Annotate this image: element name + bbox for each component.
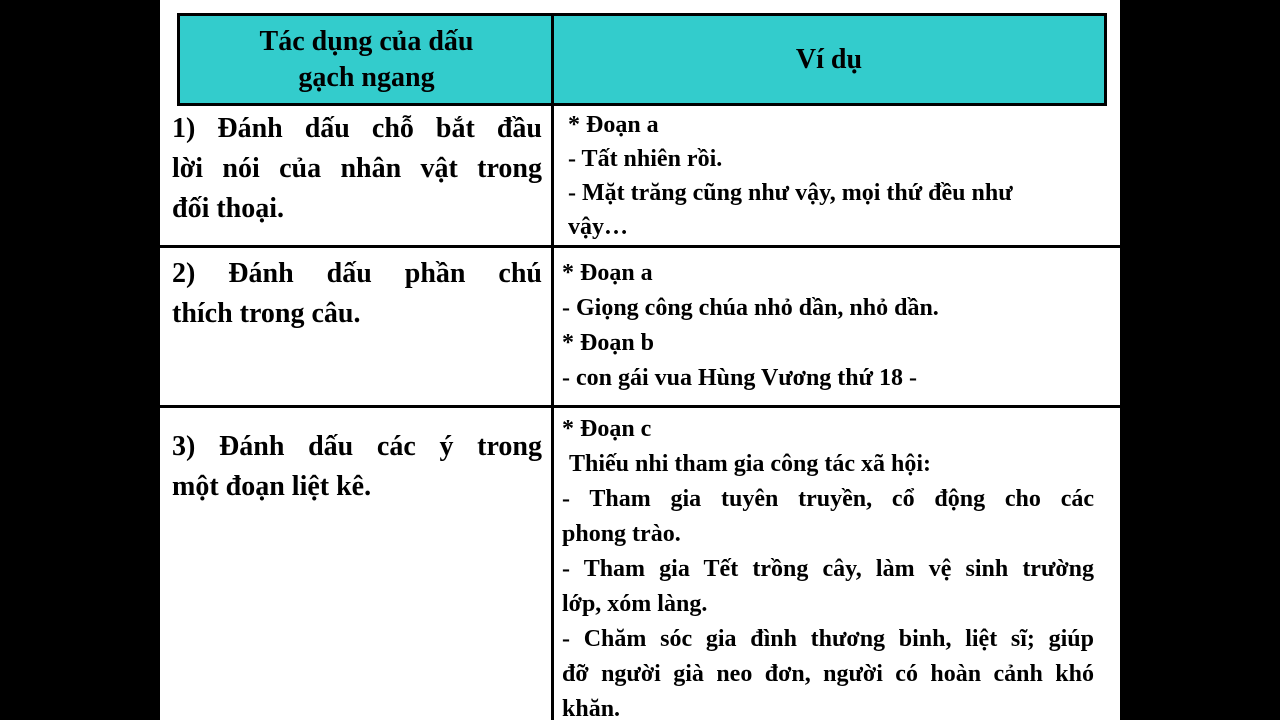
header-cell-example xyxy=(551,13,1107,106)
row-1-example-line-2: - Tất nhiên rồi. xyxy=(568,146,723,172)
row-3-usage-line-2: một đoạn liệt kê. xyxy=(172,471,372,502)
row-2-example-line-4: - con gái vua Hùng Vương thứ 18 - xyxy=(562,365,918,391)
row-2-usage-line-2: thích trong câu. xyxy=(172,298,361,329)
row-1-example-line-1: * Đoạn a xyxy=(568,112,659,138)
row-3-example-line-1: * Đoạn c xyxy=(562,416,652,442)
row-divider-2 xyxy=(160,405,1120,408)
slide xyxy=(160,0,1120,720)
row-2-usage xyxy=(172,254,542,334)
row-2-example xyxy=(562,256,1094,396)
row-3-example-line-9: khăn. xyxy=(562,696,621,720)
row-2-example-line-2: - Giọng công chúa nhỏ dần, nhỏ dần. xyxy=(562,295,939,321)
row-1-usage-line-1: 1) Đánh dấu chỗ bắt đầu xyxy=(172,113,542,144)
row-3-example-line-8: đỡ người già neo đơn, người có hoàn cảnh khó xyxy=(562,661,1094,687)
row-3-example-line-5: - Tham gia Tết trồng cây, làm vệ sinh trường xyxy=(562,556,1094,582)
row-3-example xyxy=(562,412,1094,720)
row-3-example-line-4: phong trào. xyxy=(562,521,681,547)
row-3-example-line-6: lớp, xóm làng. xyxy=(562,591,708,617)
row-1-usage-line-2: lời nói của nhân vật trong xyxy=(172,153,542,184)
row-3-example-line-7: - Chăm sóc gia đình thương binh, liệt sĩ; giúp xyxy=(562,626,1094,652)
header-example-label: Ví dụ xyxy=(795,43,863,75)
header-usage-line-1: Tác dụng của dấu xyxy=(259,25,474,57)
row-3-usage-line-1: 3) Đánh dấu các ý trong xyxy=(172,431,542,462)
row-1-example xyxy=(568,108,1100,244)
row-1-usage-line-3: đối thoại. xyxy=(172,193,285,224)
row-1-example-line-3: - Mặt trăng cũng như vậy, mọi thứ đều như xyxy=(568,180,1013,206)
header-cell-usage xyxy=(177,13,556,106)
row-3-usage xyxy=(172,427,542,507)
row-1-example-line-4: vậy… xyxy=(568,214,628,240)
column-divider xyxy=(551,103,554,720)
row-2-example-line-3: * Đoạn b xyxy=(562,330,655,356)
row-3-example-line-3: - Tham gia tuyên truyền, cổ động cho các xyxy=(562,486,1094,512)
header-usage-line-2: gạch ngang xyxy=(298,61,435,93)
row-3-example-line-2: Thiếu nhi tham gia công tác xã hội: xyxy=(569,451,932,477)
row-2-example-line-1: * Đoạn a xyxy=(562,260,653,286)
row-2-usage-line-1: 2) Đánh dấu phần chú xyxy=(172,258,542,289)
row-divider-1 xyxy=(160,245,1120,248)
row-1-usage xyxy=(172,109,542,229)
